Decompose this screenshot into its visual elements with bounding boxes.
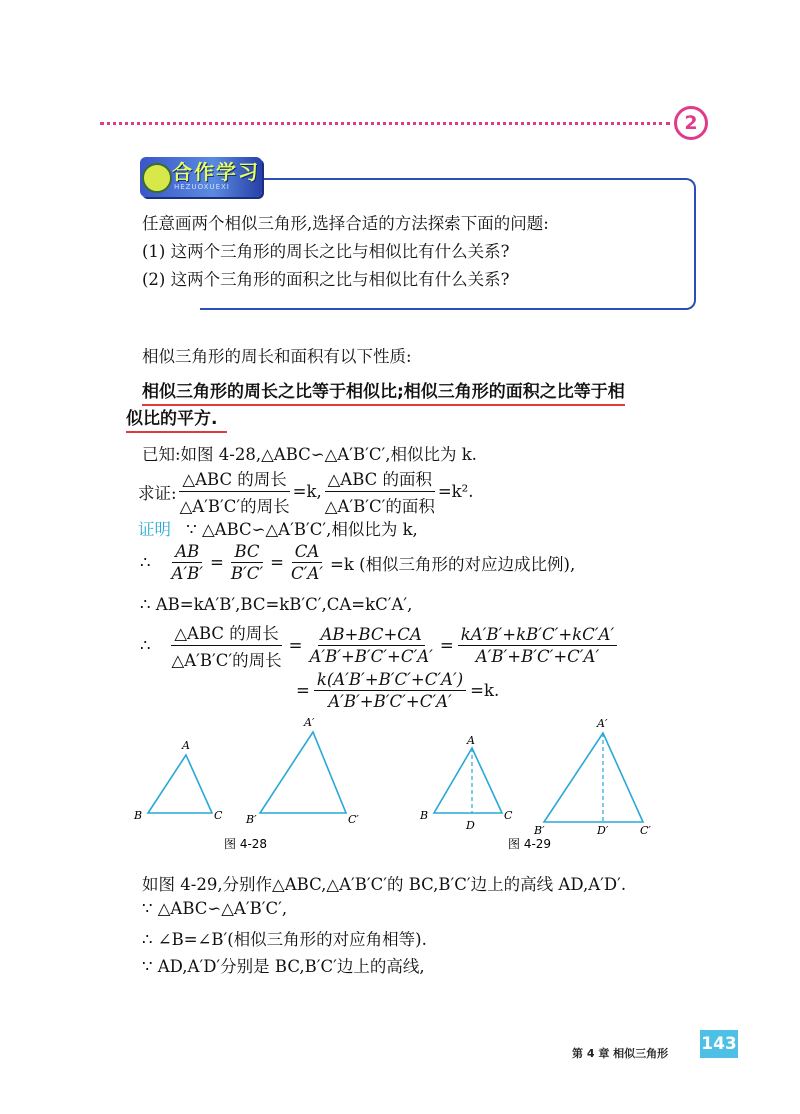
vertex-label-c: C bbox=[504, 809, 513, 822]
prove-statement bbox=[138, 466, 474, 517]
header-dotted-line bbox=[100, 122, 670, 125]
proof-line-1 bbox=[138, 516, 418, 540]
vertex-label-c: C bbox=[214, 809, 223, 822]
triangle-a1b1c1-28 bbox=[260, 732, 346, 813]
wave-icon bbox=[142, 163, 172, 193]
proof-ratio-line bbox=[140, 542, 575, 583]
vertex-label-c1: C′ bbox=[640, 824, 651, 837]
fraction-numerator: k(A′B′+B′C′+C′A′) bbox=[314, 670, 466, 691]
fraction-denominator: A′B′+B′C′+C′A′ bbox=[328, 692, 452, 711]
ratio-ab bbox=[169, 542, 207, 583]
given-statement: 已知:如图 4-28,△ABC∽△A′B′C′,相似比为 k. bbox=[142, 445, 477, 464]
section-number-badge: 2 bbox=[674, 106, 708, 140]
props-intro: 相似三角形的周长和面积有以下性质: bbox=[142, 347, 412, 366]
theorem-line-2: 似比的平方. bbox=[126, 404, 227, 433]
fraction-numerator: kA′B′+kB′C′+kC′A′ bbox=[458, 625, 617, 646]
fraction-numerator: AB+BC+CA bbox=[318, 625, 425, 646]
equals-k: =k, bbox=[292, 482, 322, 501]
equals-sign: = bbox=[296, 681, 310, 700]
para-altitudes: 如图 4-29,分别作△ABC,△A′B′C′的 BC,B′C′边上的高线 AD,A′D′. bbox=[142, 875, 627, 894]
coop-intro: 任意画两个相似三角形,选择合适的方法探索下面的问题: bbox=[142, 214, 549, 233]
proof-label: 证明 bbox=[138, 520, 171, 539]
fraction-denominator: B′C′ bbox=[230, 564, 264, 583]
chapter-footer: 第 4 章 相似三角形 bbox=[572, 1047, 669, 1060]
fraction-denominator: C′A′ bbox=[290, 564, 323, 583]
k-sum-fraction bbox=[458, 625, 617, 666]
vertex-label-b: B bbox=[420, 809, 429, 822]
fraction-denominator: A′B′ bbox=[171, 564, 204, 583]
fraction-denominator: △A′B′C′的周长 bbox=[179, 497, 290, 516]
equals-sign: = bbox=[210, 553, 224, 572]
figure-caption-4-28: 图 4-28 bbox=[224, 837, 268, 851]
fraction-numerator: △ABC 的面积 bbox=[325, 466, 435, 492]
sum-fraction bbox=[306, 625, 435, 666]
fraction-numerator: △ABC 的周长 bbox=[171, 620, 281, 646]
fraction-numerator: △ABC 的周长 bbox=[179, 466, 289, 492]
ratio-tail: =k (相似三角形的对应边成比例), bbox=[330, 554, 576, 574]
fraction-numerator: BC bbox=[231, 542, 262, 563]
vertex-label-c1: C′ bbox=[348, 813, 359, 826]
step-2: ∴ ∠B=∠B′(相似三角形的对应角相等). bbox=[142, 930, 427, 949]
page-number-badge: 143 bbox=[700, 1030, 738, 1058]
equals-sign: = bbox=[439, 636, 454, 655]
coop-subtitle: HEZUOXUEXI bbox=[174, 183, 230, 191]
vertex-label-b1: B′ bbox=[246, 813, 257, 826]
step-1: ∵ △ABC∽△A′B′C′, bbox=[142, 899, 288, 918]
vertex-label-b1: B′ bbox=[534, 824, 545, 837]
step-3: ∵ AD,A′D′分别是 BC,B′C′边上的高线, bbox=[142, 957, 425, 976]
vertex-label-d1: D′ bbox=[597, 824, 609, 837]
equals-k-squared: =k². bbox=[437, 482, 474, 501]
perimeter-fraction bbox=[169, 620, 285, 671]
fraction-denominator: △A′B′C′的周长 bbox=[171, 651, 282, 670]
coop-question-2: (2) 这两个三角形的面积之比与相似比有什么关系? bbox=[142, 270, 510, 289]
vertex-label-a: A bbox=[182, 739, 190, 752]
area-ratio-fraction bbox=[322, 466, 438, 517]
ratio-ca bbox=[288, 542, 326, 583]
equals-sign: = bbox=[288, 636, 303, 655]
triangle-a1b1c1-29 bbox=[544, 733, 643, 822]
similar-triangles-figures bbox=[120, 715, 740, 860]
theorem-line-1: 相似三角形的周长之比等于相似比;相似三角形的面积之比等于相 bbox=[142, 377, 625, 406]
vertex-label-b: B bbox=[134, 809, 143, 822]
equals-k-result: =k. bbox=[470, 681, 500, 700]
coop-question-1: (1) 这两个三角形的周长之比与相似比有什么关系? bbox=[142, 242, 510, 261]
prove-label: 求证: bbox=[138, 483, 177, 503]
vertex-label-a1: A′ bbox=[597, 717, 608, 730]
ratio-bc bbox=[228, 542, 266, 583]
fraction-denominator: △A′B′C′的面积 bbox=[324, 497, 435, 516]
perimeter-ratio-fraction bbox=[177, 466, 293, 517]
triangle-abc-29 bbox=[434, 748, 502, 813]
therefore-symbol: ∴ bbox=[140, 636, 151, 655]
therefore-symbol: ∴ bbox=[140, 553, 151, 572]
triangle-abc-28 bbox=[148, 755, 212, 813]
proof-k-line bbox=[296, 670, 499, 711]
fraction-denominator: A′B′+B′C′+C′A′ bbox=[309, 647, 433, 666]
vertex-label-a1: A′ bbox=[304, 716, 315, 729]
proof-perimeter-line bbox=[140, 620, 617, 671]
fraction-numerator: CA bbox=[292, 542, 323, 563]
vertex-label-d: D bbox=[466, 819, 475, 832]
proof-line-3: ∴ AB=kA′B′,BC=kB′C′,CA=kC′A′, bbox=[140, 595, 413, 614]
k-factor-fraction bbox=[314, 670, 466, 711]
equals-sign: = bbox=[270, 553, 284, 572]
fraction-numerator: AB bbox=[172, 542, 202, 563]
proof-line-1-text: ∵ △ABC∽△A′B′C′,相似比为 k, bbox=[186, 520, 418, 539]
coop-title: 合作学习 bbox=[172, 160, 260, 184]
fraction-denominator: A′B′+B′C′+C′A′ bbox=[475, 647, 600, 666]
vertex-label-a: A bbox=[467, 734, 475, 747]
figure-caption-4-29: 图 4-29 bbox=[508, 837, 552, 851]
